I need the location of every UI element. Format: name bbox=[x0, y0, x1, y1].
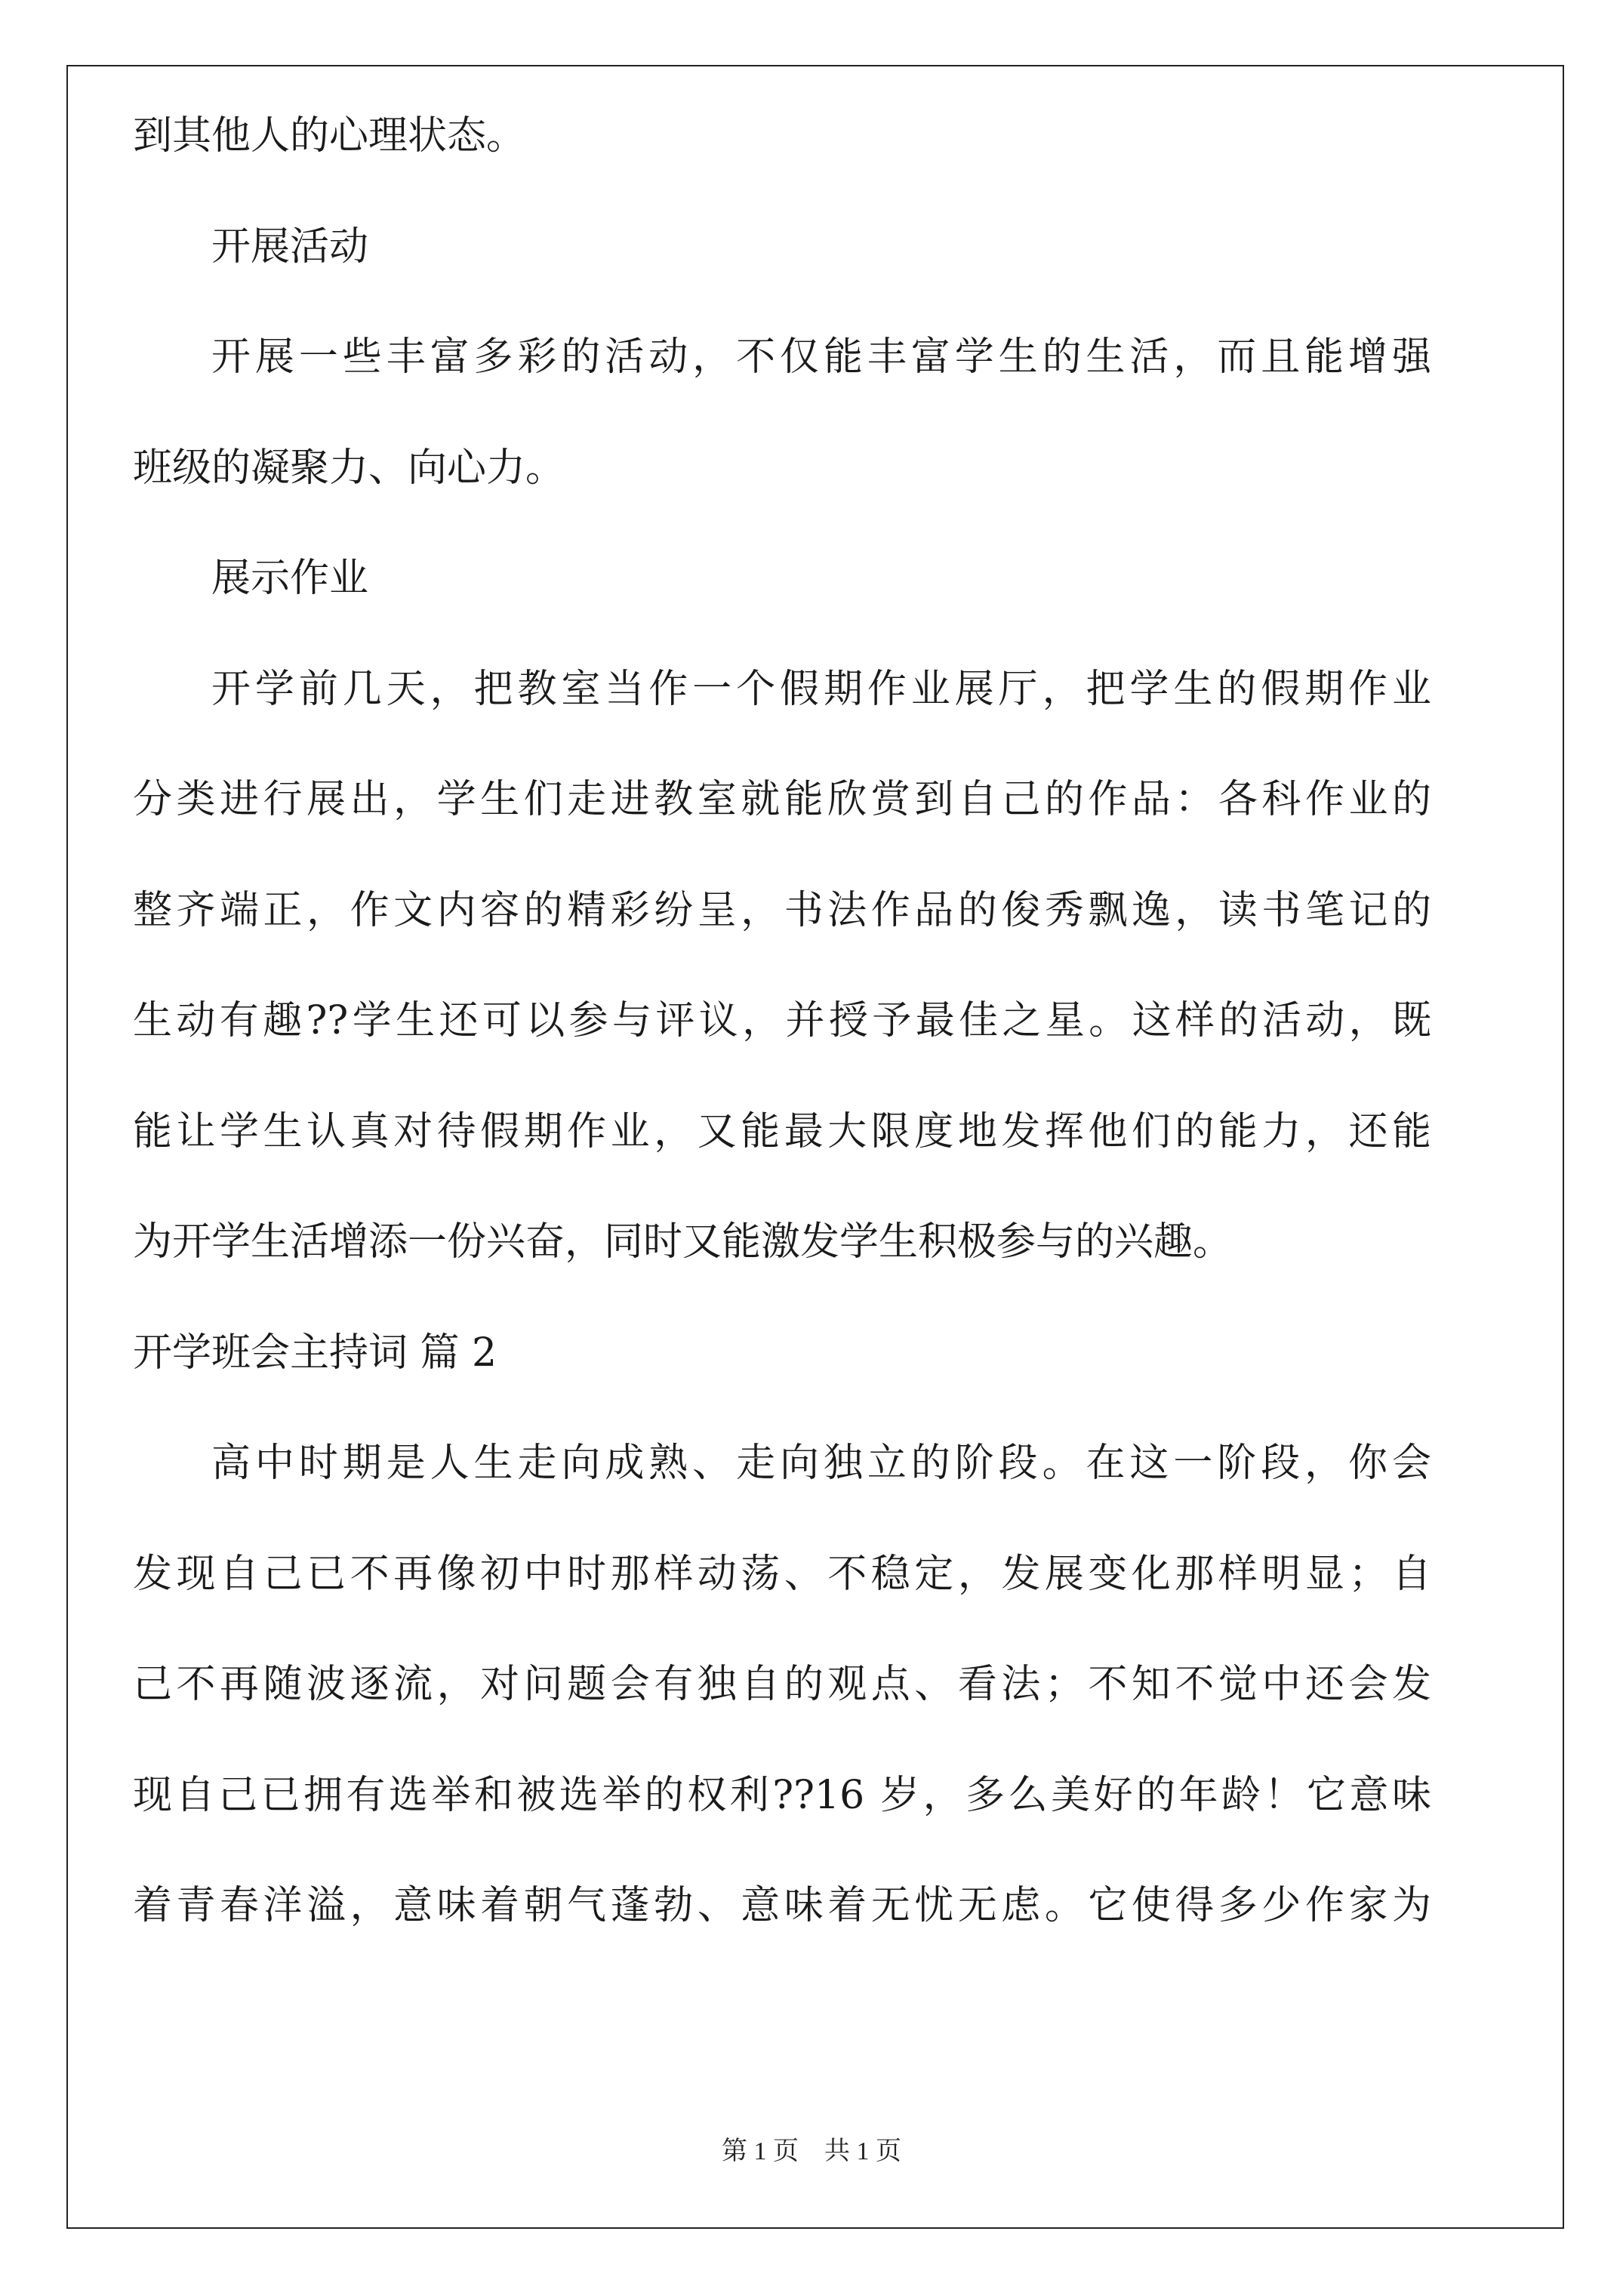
page-footer: 第 1 页 共 1 页 bbox=[722, 2137, 901, 2165]
text-line: 展示作业 bbox=[211, 556, 369, 601]
text-line: 能让学生认真对待假期作业，又能最大限度地发挥他们的能力，还能 bbox=[133, 1109, 1431, 1154]
text-line: 发现自己已不再像初中时那样动荡、不稳定，发展变化那样明显；自 bbox=[133, 1552, 1431, 1597]
text-line: 高中时期是人生走向成熟、走向独立的阶段。在这一阶段，你会 bbox=[211, 1441, 1431, 1486]
text-line: 着青春洋溢，意味着朝气蓬勃、意味着无忧无虑。它使得多少作家为 bbox=[133, 1883, 1431, 1928]
text-line: 分类进行展出，学生们走进教室就能欣赏到自己的作品：各科作业的 bbox=[133, 777, 1431, 822]
text-line: 整齐端正，作文内容的精彩纷呈，书法作品的俊秀飘逸，读书笔记的 bbox=[133, 888, 1431, 933]
text-line: 开学班会主持词 篇 2 bbox=[133, 1330, 497, 1376]
text-line: 班级的凝聚力、向心力。 bbox=[133, 445, 565, 491]
text-line: 到其他人的心理状态。 bbox=[133, 113, 526, 159]
text-line: 生动有趣??学生还可以参与评议，并授予最佳之星。这样的活动，既 bbox=[133, 998, 1431, 1043]
text-line: 开展一些丰富多彩的活动，不仅能丰富学生的生活，而且能增强 bbox=[211, 334, 1431, 380]
text-line: 己不再随波逐流，对问题会有独自的观点、看法；不知不觉中还会发 bbox=[133, 1662, 1431, 1707]
text-line: 为开学生活增添一份兴奋，同时又能激发学生积极参与的兴趣。 bbox=[133, 1219, 1233, 1265]
text-line: 开展活动 bbox=[211, 224, 369, 270]
text-line: 开学前几天，把教室当作一个假期作业展厅，把学生的假期作业 bbox=[211, 667, 1431, 712]
text-line: 现自己已拥有选举和被选举的权利??16 岁，多么美好的年龄！它意味 bbox=[133, 1773, 1431, 1818]
